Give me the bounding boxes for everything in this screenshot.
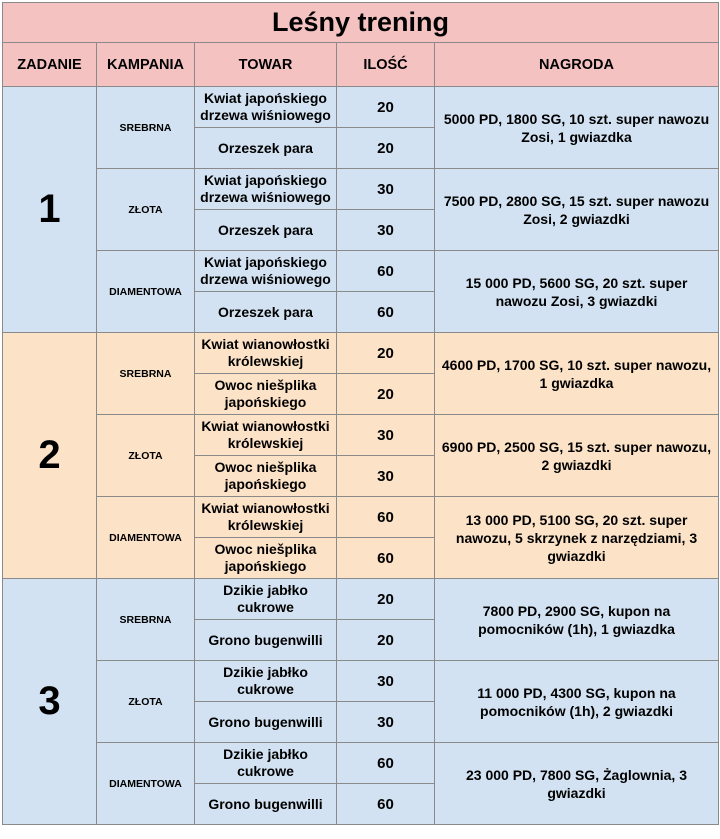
campaign-name: SREBRNA xyxy=(97,87,195,169)
item-quantity: 30 xyxy=(337,415,435,456)
reward-text: 7500 PD, 2800 SG, 15 szt. super nawozu Zosi, 2 gwiazdki xyxy=(435,169,719,251)
table-row xyxy=(3,579,719,620)
item-name: Owoc niešplika japońskiego xyxy=(195,538,337,579)
item-name: Kwiat wianowłostki królewskiej xyxy=(195,497,337,538)
item-quantity: 60 xyxy=(337,292,435,333)
task-number: 3 xyxy=(3,579,97,825)
item-name: Owoc niešplika japońskiego xyxy=(195,456,337,497)
item-quantity: 60 xyxy=(337,538,435,579)
item-quantity: 20 xyxy=(337,579,435,620)
item-quantity: 30 xyxy=(337,456,435,497)
table-row xyxy=(3,415,719,456)
reward-text: 6900 PD, 2500 SG, 15 szt. super nawozu, 2 gwiazdki xyxy=(435,415,719,497)
task-number: 2 xyxy=(3,333,97,579)
item-name: Orzeszek para xyxy=(195,210,337,251)
reward-text: 23 000 PD, 7800 SG, Żaglownia, 3 gwiazdki xyxy=(435,743,719,825)
header-ilosc: ILOŚĆ xyxy=(337,43,435,87)
item-name: Owoc niešplika japońskiego xyxy=(195,374,337,415)
item-quantity: 60 xyxy=(337,251,435,292)
header-towar: TOWAR xyxy=(195,43,337,87)
item-quantity: 20 xyxy=(337,87,435,128)
table-row xyxy=(3,497,719,538)
header-nagroda: NAGRODA xyxy=(435,43,719,87)
header-kampania: KAMPANIA xyxy=(97,43,195,87)
item-name: Grono bugenwilli xyxy=(195,702,337,743)
item-quantity: 20 xyxy=(337,128,435,169)
campaign-name: DIAMENTOWA xyxy=(97,743,195,825)
table-row xyxy=(3,87,719,128)
item-quantity: 60 xyxy=(337,743,435,784)
item-name: Dzikie jabłko cukrowe xyxy=(195,743,337,784)
table-row xyxy=(3,169,719,210)
item-name: Dzikie jabłko cukrowe xyxy=(195,579,337,620)
reward-text: 4600 PD, 1700 SG, 10 szt. super nawozu, 1 gwiazdka xyxy=(435,333,719,415)
item-name: Kwiat japońskiego drzewa wiśniowego xyxy=(195,87,337,128)
table-title: Leśny trening xyxy=(3,3,719,43)
item-name: Orzeszek para xyxy=(195,128,337,169)
reward-text: 11 000 PD, 4300 SG, kupon na pomocników (1h), 2 gwiazdki xyxy=(435,661,719,743)
campaign-name: DIAMENTOWA xyxy=(97,497,195,579)
item-name: Grono bugenwilli xyxy=(195,784,337,825)
item-quantity: 20 xyxy=(337,620,435,661)
table-row xyxy=(3,333,719,374)
reward-text: 15 000 PD, 5600 SG, 20 szt. super nawozu Zosi, 3 gwiazdki xyxy=(435,251,719,333)
item-quantity: 60 xyxy=(337,784,435,825)
campaign-name: ZŁOTA xyxy=(97,415,195,497)
header-zadanie: ZADANIE xyxy=(3,43,97,87)
item-name: Dzikie jabłko cukrowe xyxy=(195,661,337,702)
table-row xyxy=(3,661,719,702)
item-name: Grono bugenwilli xyxy=(195,620,337,661)
item-name: Kwiat wianowłostki królewskiej xyxy=(195,333,337,374)
reward-text: 13 000 PD, 5100 SG, 20 szt. super nawozu, 5 skrzynek z narzędziami, 3 gwiazdki xyxy=(435,497,719,579)
campaign-name: SREBRNA xyxy=(97,579,195,661)
item-quantity: 30 xyxy=(337,210,435,251)
table-row xyxy=(3,743,719,784)
item-quantity: 20 xyxy=(337,333,435,374)
campaign-name: SREBRNA xyxy=(97,333,195,415)
campaign-name: DIAMENTOWA xyxy=(97,251,195,333)
item-name: Kwiat wianowłostki królewskiej xyxy=(195,415,337,456)
item-quantity: 30 xyxy=(337,702,435,743)
item-quantity: 30 xyxy=(337,169,435,210)
campaign-name: ZŁOTA xyxy=(97,169,195,251)
table-row xyxy=(3,251,719,292)
item-quantity: 60 xyxy=(337,497,435,538)
reward-table xyxy=(2,2,719,825)
campaign-name: ZŁOTA xyxy=(97,661,195,743)
item-quantity: 20 xyxy=(337,374,435,415)
item-name: Orzeszek para xyxy=(195,292,337,333)
reward-text: 7800 PD, 2900 SG, kupon na pomocników (1h), 1 gwiazdka xyxy=(435,579,719,661)
item-name: Kwiat japońskiego drzewa wiśniowego xyxy=(195,251,337,292)
item-quantity: 30 xyxy=(337,661,435,702)
task-number: 1 xyxy=(3,87,97,333)
table-body xyxy=(3,87,719,825)
reward-text: 5000 PD, 1800 SG, 10 szt. super nawozu Zosi, 1 gwiazdka xyxy=(435,87,719,169)
item-name: Kwiat japońskiego drzewa wiśniowego xyxy=(195,169,337,210)
